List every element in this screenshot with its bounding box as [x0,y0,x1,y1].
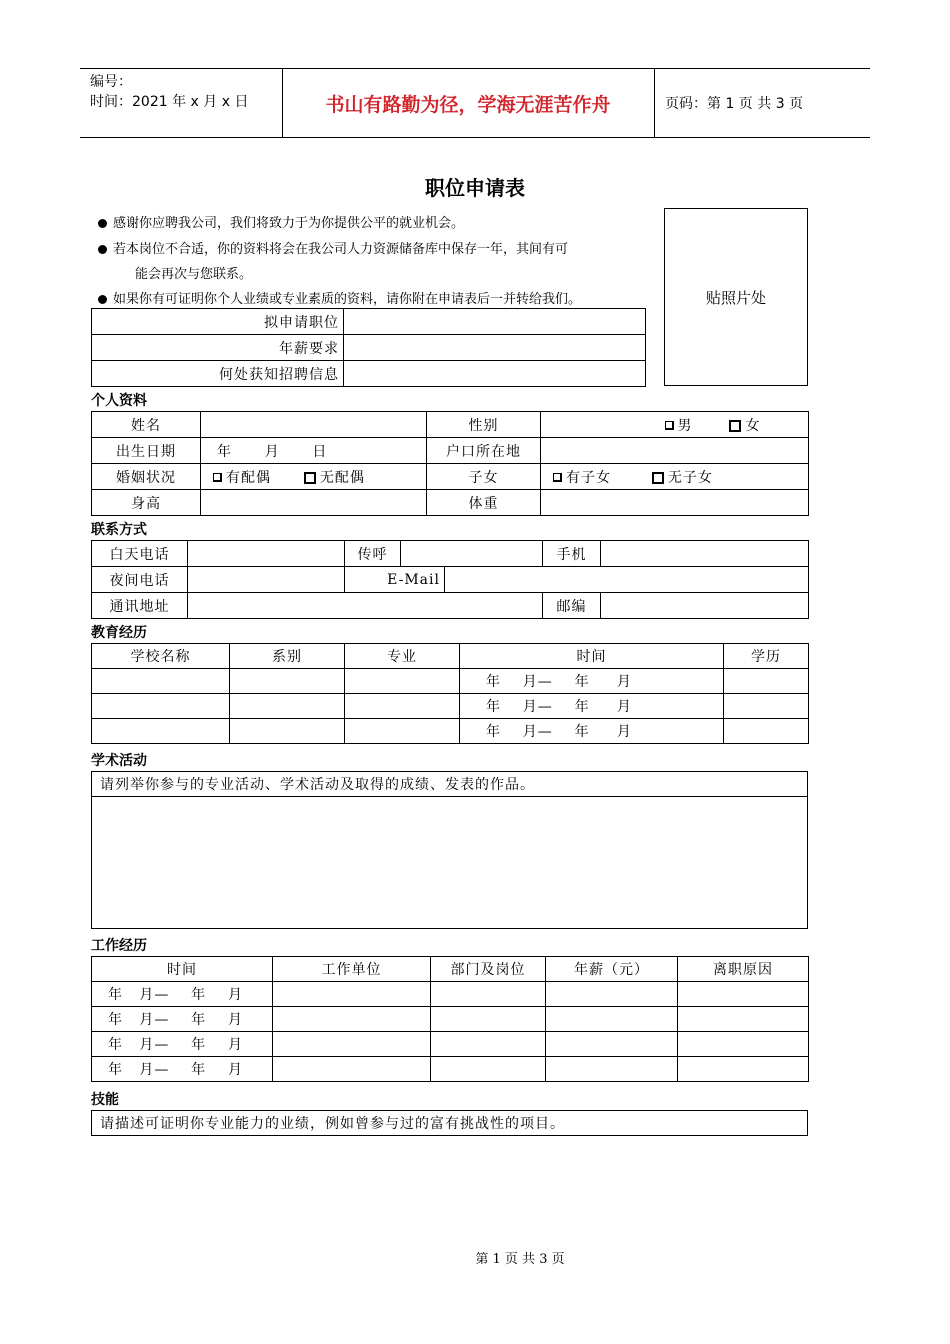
mobile-label: 手机 [543,541,601,567]
bullet-icon [98,219,107,228]
work-header-time: 时间 [92,957,273,982]
work-section-title: 工作经历 [91,938,147,954]
salary-field[interactable] [546,1057,678,1082]
address-field[interactable] [188,593,543,619]
gender-options: 男 女 [541,412,809,438]
table-row [92,719,809,744]
work-table [91,956,809,1082]
employer-field[interactable] [273,1057,431,1082]
reason-field[interactable] [678,1007,809,1032]
married-checkbox[interactable] [213,473,222,482]
edu-header-time: 时间 [460,644,724,669]
page-label: 页码：第 1 页 共 3 页 [665,96,804,112]
period-field[interactable]: 年 月— 年 月 [460,669,724,694]
skills-prompt[interactable]: 请描述可证明你专业能力的业绩，例如曾参与过的富有挑战性的项目。 [92,1111,808,1136]
hukou-label: 户口所在地 [427,438,541,464]
motto: 书山有路勤为径，学海无涯苦作舟 [282,69,655,137]
table-row [92,1057,809,1082]
period-field[interactable]: 年 月— 年 月 [460,719,724,744]
no-children-checkbox[interactable] [652,472,664,484]
female-checkbox[interactable] [729,420,741,432]
salary-requirement-label: 年薪要求 [92,335,344,361]
day-phone-label: 白天电话 [92,541,188,567]
academic-field[interactable] [92,797,808,929]
education-section-title: 教育经历 [91,625,147,641]
job-source-field[interactable] [344,361,646,387]
job-source-label: 何处获知招聘信息 [92,361,344,387]
reason-field[interactable] [678,982,809,1007]
edu-header-degree: 学历 [724,644,809,669]
weight-field[interactable] [541,490,809,516]
employer-field[interactable] [273,1032,431,1057]
skills-table [91,1110,808,1136]
work-period-field[interactable]: 年 月— 年 月 [92,1032,273,1057]
school-field[interactable] [92,669,230,694]
department-field[interactable] [230,719,345,744]
salary-field[interactable] [546,982,678,1007]
edu-header-major: 专业 [345,644,460,669]
email-field[interactable] [445,567,809,593]
photo-placeholder[interactable]: 贴照片处 [664,208,808,386]
intro-line-1: 感谢你应聘我公司，我们将致力于为你提供公平的就业机会。 [98,212,464,231]
has-children-checkbox[interactable] [553,473,562,482]
intro-line-4: 如果你有可证明你个人业绩或专业素质的资料，请你附在申请表后一并转给我们。 [98,288,581,307]
night-phone-field[interactable] [188,567,345,593]
gender-label: 性别 [427,412,541,438]
edu-header-department: 系别 [230,644,345,669]
marriage-label: 婚姻状况 [92,464,201,490]
degree-field[interactable] [724,719,809,744]
salary-field[interactable] [546,1007,678,1032]
academic-section-title: 学术活动 [91,753,147,769]
position-field[interactable] [431,1057,546,1082]
academic-prompt: 请列举你参与的专业活动、学术活动及取得的成绩、发表的作品。 [92,772,808,797]
children-label: 子女 [427,464,541,490]
major-field[interactable] [345,694,460,719]
day-phone-field[interactable] [188,541,345,567]
reason-field[interactable] [678,1057,809,1082]
unmarried-checkbox[interactable] [304,472,316,484]
night-phone-label: 夜间电话 [92,567,188,593]
intro-line-2: 若本岗位不合适，你的资料将会在我公司人力资源储备库中保存一年，其间有可 [98,238,568,257]
pager-field[interactable] [401,541,543,567]
work-header-salary: 年薪（元） [546,957,678,982]
position-field[interactable] [431,1007,546,1032]
page-title: 职位申请表 [425,176,525,200]
salary-requirement-field[interactable] [344,335,646,361]
table-row [92,1032,809,1057]
contact-section-title: 联系方式 [91,522,147,538]
height-field[interactable] [201,490,427,516]
table-row [92,982,809,1007]
position-field[interactable] [431,1032,546,1057]
work-header-position: 部门及岗位 [431,957,546,982]
period-field[interactable]: 年 月— 年 月 [460,694,724,719]
major-field[interactable] [345,719,460,744]
academic-table [91,771,808,929]
number-label: 编号： [90,74,132,90]
intro-line-3: 能会再次与您联系。 [135,267,253,282]
work-header-reason: 离职原因 [678,957,809,982]
reason-field[interactable] [678,1032,809,1057]
time-label: 时间：2021 年 x 月 x 日 [90,94,249,110]
male-checkbox[interactable] [665,421,674,430]
hukou-field[interactable] [541,438,809,464]
address-label: 通讯地址 [92,593,188,619]
height-label: 身高 [92,490,201,516]
bullet-icon [98,245,107,254]
applied-position-label: 拟申请职位 [92,309,344,335]
employer-field[interactable] [273,982,431,1007]
work-period-field[interactable]: 年 月— 年 月 [92,1057,273,1082]
table-row [92,1007,809,1032]
work-period-field[interactable]: 年 月— 年 月 [92,982,273,1007]
personal-section-title: 个人资料 [91,393,147,409]
contact-table [91,540,809,619]
mobile-field[interactable] [601,541,809,567]
name-label: 姓名 [92,412,201,438]
major-field[interactable] [345,669,460,694]
application-table [91,308,646,387]
personal-table [91,411,809,516]
degree-field[interactable] [724,669,809,694]
salary-field[interactable] [546,1032,678,1057]
department-field[interactable] [230,694,345,719]
page-footer: 第 1 页 共 3 页 [475,1252,565,1267]
degree-field[interactable] [724,694,809,719]
email-label: E-Mail [345,567,445,593]
postcode-field[interactable] [601,593,809,619]
document-header [80,68,870,138]
school-field[interactable] [92,719,230,744]
work-period-field[interactable]: 年 月— 年 月 [92,1007,273,1032]
employer-field[interactable] [273,1007,431,1032]
postcode-label: 邮编 [543,593,601,619]
birth-field[interactable]: 年 月 日 [201,438,427,464]
children-options: 有子女 无子女 [541,464,809,490]
pager-label: 传呼 [345,541,401,567]
table-row [92,669,809,694]
birth-label: 出生日期 [92,438,201,464]
position-field[interactable] [431,982,546,1007]
weight-label: 体重 [427,490,541,516]
marriage-options: 有配偶 无配偶 [201,464,427,490]
work-header-employer: 工作单位 [273,957,431,982]
bullet-icon [98,295,107,304]
education-table [91,643,809,744]
applied-position-field[interactable] [344,309,646,335]
skills-section-title: 技能 [91,1092,119,1108]
table-row [92,694,809,719]
department-field[interactable] [230,669,345,694]
name-field[interactable] [201,412,427,438]
edu-header-school: 学校名称 [92,644,230,669]
school-field[interactable] [92,694,230,719]
header-info [80,69,283,137]
